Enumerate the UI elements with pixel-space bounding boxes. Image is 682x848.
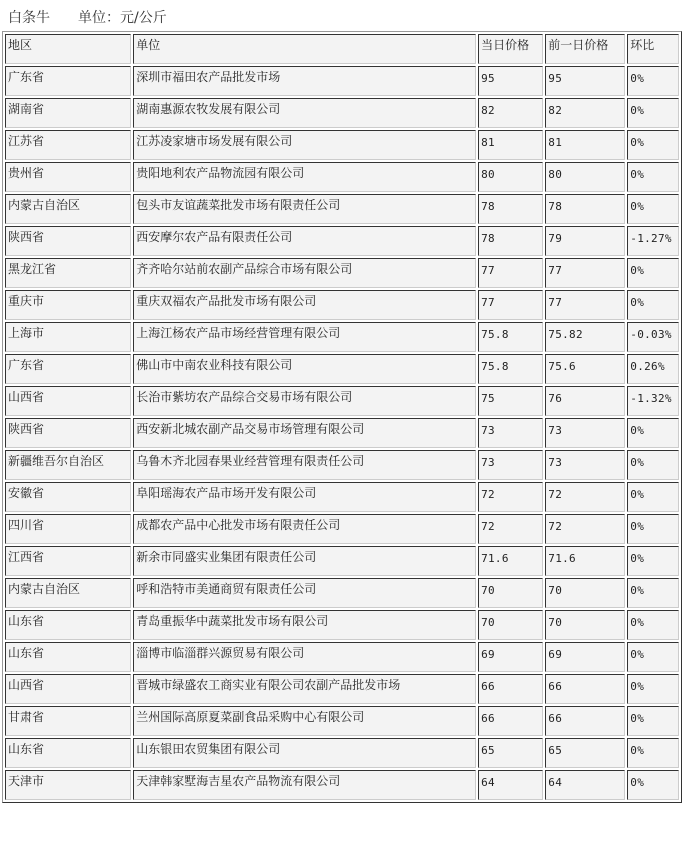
organization-cell: 长治市紫坊农产品综合交易市场有限公司: [133, 386, 476, 416]
today-price-cell: 75: [478, 386, 543, 416]
today-price-cell: 71.6: [478, 546, 543, 576]
organization-cell: 上海江杨农产品市场经营管理有限公司: [133, 322, 476, 352]
today-price-cell: 75.8: [478, 354, 543, 384]
table-row: [5, 514, 679, 544]
region-cell: 陕西省: [5, 418, 131, 448]
organization-cell: 阜阳瑶海农产品市场开发有限公司: [133, 482, 476, 512]
change-cell: 0%: [627, 546, 679, 576]
organization-cell: 成都农产品中心批发市场有限责任公司: [133, 514, 476, 544]
previous-price-cell: 73: [545, 450, 625, 480]
change-cell: 0%: [627, 674, 679, 704]
organization-cell: 青岛重振华中蔬菜批发市场有限公司: [133, 610, 476, 640]
region-cell: 湖南省: [5, 98, 131, 128]
today-price-cell: 66: [478, 674, 543, 704]
change-cell: -0.03%: [627, 322, 679, 352]
region-cell: 贵州省: [5, 162, 131, 192]
change-cell: 0%: [627, 290, 679, 320]
region-cell: 内蒙古自治区: [5, 194, 131, 224]
organization-cell: 兰州国际高原夏菜副食品采购中心有限公司: [133, 706, 476, 736]
region-cell: 广东省: [5, 354, 131, 384]
table-row: [5, 546, 679, 576]
today-price-cell: 81: [478, 130, 543, 160]
table-header-row: [5, 34, 679, 64]
previous-price-cell: 77: [545, 290, 625, 320]
region-cell: 广东省: [5, 66, 131, 96]
header-today-price: 当日价格: [478, 34, 543, 64]
region-cell: 江苏省: [5, 130, 131, 160]
change-cell: 0%: [627, 162, 679, 192]
previous-price-cell: 95: [545, 66, 625, 96]
change-cell: 0%: [627, 66, 679, 96]
region-cell: 新疆维吾尔自治区: [5, 450, 131, 480]
header-change: 环比: [627, 34, 679, 64]
change-cell: 0%: [627, 642, 679, 672]
table-row: [5, 258, 679, 288]
today-price-cell: 73: [478, 450, 543, 480]
table-row: [5, 322, 679, 352]
table-row: [5, 130, 679, 160]
change-cell: 0%: [627, 706, 679, 736]
previous-price-cell: 75.82: [545, 322, 625, 352]
region-cell: 天津市: [5, 770, 131, 800]
change-cell: 0%: [627, 450, 679, 480]
region-cell: 四川省: [5, 514, 131, 544]
organization-cell: 乌鲁木齐北园春果业经营管理有限责任公司: [133, 450, 476, 480]
region-cell: 山西省: [5, 674, 131, 704]
previous-price-cell: 73: [545, 418, 625, 448]
organization-cell: 江苏凌家塘市场发展有限公司: [133, 130, 476, 160]
region-cell: 上海市: [5, 322, 131, 352]
previous-price-cell: 80: [545, 162, 625, 192]
today-price-cell: 69: [478, 642, 543, 672]
table-caption: [8, 8, 167, 28]
previous-price-cell: 71.6: [545, 546, 625, 576]
today-price-cell: 95: [478, 66, 543, 96]
table-row: [5, 66, 679, 96]
change-cell: 0%: [627, 578, 679, 608]
table-row: [5, 738, 679, 768]
organization-cell: 齐齐哈尔站前农副产品综合市场有限公司: [133, 258, 476, 288]
change-cell: 0%: [627, 130, 679, 160]
change-cell: -1.27%: [627, 226, 679, 256]
today-price-cell: 78: [478, 194, 543, 224]
previous-price-cell: 78: [545, 194, 625, 224]
previous-price-cell: 66: [545, 674, 625, 704]
table-row: [5, 386, 679, 416]
previous-price-cell: 70: [545, 610, 625, 640]
change-cell: 0%: [627, 770, 679, 800]
previous-price-cell: 69: [545, 642, 625, 672]
today-price-cell: 77: [478, 290, 543, 320]
previous-price-cell: 81: [545, 130, 625, 160]
organization-cell: 佛山市中南农业科技有限公司: [133, 354, 476, 384]
previous-price-cell: 82: [545, 98, 625, 128]
change-cell: 0%: [627, 194, 679, 224]
change-cell: 0%: [627, 98, 679, 128]
table-row: [5, 578, 679, 608]
previous-price-cell: 70: [545, 578, 625, 608]
table-row: [5, 98, 679, 128]
previous-price-cell: 72: [545, 482, 625, 512]
previous-price-cell: 64: [545, 770, 625, 800]
region-cell: 内蒙古自治区: [5, 578, 131, 608]
table-row: [5, 418, 679, 448]
organization-cell: 西安新北城农副产品交易市场管理有限公司: [133, 418, 476, 448]
region-cell: 山东省: [5, 610, 131, 640]
previous-price-cell: 65: [545, 738, 625, 768]
today-price-cell: 80: [478, 162, 543, 192]
organization-cell: 新余市同盛实业集团有限责任公司: [133, 546, 476, 576]
table-row: [5, 642, 679, 672]
organization-cell: 淄博市临淄群兴源贸易有限公司: [133, 642, 476, 672]
today-price-cell: 64: [478, 770, 543, 800]
region-cell: 江西省: [5, 546, 131, 576]
region-cell: 山东省: [5, 738, 131, 768]
change-cell: 0%: [627, 258, 679, 288]
previous-price-cell: 79: [545, 226, 625, 256]
today-price-cell: 70: [478, 610, 543, 640]
organization-cell: 湖南惠源农牧发展有限公司: [133, 98, 476, 128]
organization-cell: 重庆双福农产品批发市场有限公司: [133, 290, 476, 320]
table-row: [5, 482, 679, 512]
region-cell: 重庆市: [5, 290, 131, 320]
product-name: 白条牛: [8, 10, 50, 26]
change-cell: -1.32%: [627, 386, 679, 416]
today-price-cell: 78: [478, 226, 543, 256]
today-price-cell: 72: [478, 514, 543, 544]
change-cell: 0%: [627, 738, 679, 768]
organization-cell: 晋城市绿盛农工商实业有限公司农副产品批发市场: [133, 674, 476, 704]
organization-cell: 包头市友谊蔬菜批发市场有限责任公司: [133, 194, 476, 224]
change-cell: 0%: [627, 514, 679, 544]
price-table-body: [5, 34, 679, 800]
today-price-cell: 66: [478, 706, 543, 736]
change-cell: 0.26%: [627, 354, 679, 384]
today-price-cell: 82: [478, 98, 543, 128]
region-cell: 安徽省: [5, 482, 131, 512]
header-region: 地区: [5, 34, 131, 64]
previous-price-cell: 77: [545, 258, 625, 288]
previous-price-cell: 72: [545, 514, 625, 544]
change-cell: 0%: [627, 418, 679, 448]
region-cell: 甘肃省: [5, 706, 131, 736]
today-price-cell: 72: [478, 482, 543, 512]
organization-cell: 西安摩尔农产品有限责任公司: [133, 226, 476, 256]
table-row: [5, 354, 679, 384]
region-cell: 黑龙江省: [5, 258, 131, 288]
table-row: [5, 706, 679, 736]
table-row: [5, 770, 679, 800]
previous-price-cell: 75.6: [545, 354, 625, 384]
table-row: [5, 610, 679, 640]
region-cell: 山西省: [5, 386, 131, 416]
organization-cell: 深圳市福田农产品批发市场: [133, 66, 476, 96]
table-row: [5, 194, 679, 224]
region-cell: 陕西省: [5, 226, 131, 256]
today-price-cell: 75.8: [478, 322, 543, 352]
header-previous-price: 前一日价格: [545, 34, 625, 64]
price-table: [2, 31, 682, 803]
previous-price-cell: 76: [545, 386, 625, 416]
price-unit: 单位：元/公斤: [78, 10, 167, 26]
organization-cell: 天津韩家墅海吉星农产品物流有限公司: [133, 770, 476, 800]
today-price-cell: 73: [478, 418, 543, 448]
today-price-cell: 70: [478, 578, 543, 608]
header-organization: 单位: [133, 34, 476, 64]
organization-cell: 贵阳地利农产品物流园有限公司: [133, 162, 476, 192]
region-cell: 山东省: [5, 642, 131, 672]
table-row: [5, 674, 679, 704]
table-row: [5, 162, 679, 192]
today-price-cell: 65: [478, 738, 543, 768]
organization-cell: 呼和浩特市美通商贸有限责任公司: [133, 578, 476, 608]
table-row: [5, 290, 679, 320]
organization-cell: 山东银田农贸集团有限公司: [133, 738, 476, 768]
table-row: [5, 226, 679, 256]
today-price-cell: 77: [478, 258, 543, 288]
previous-price-cell: 66: [545, 706, 625, 736]
change-cell: 0%: [627, 610, 679, 640]
table-row: [5, 450, 679, 480]
change-cell: 0%: [627, 482, 679, 512]
